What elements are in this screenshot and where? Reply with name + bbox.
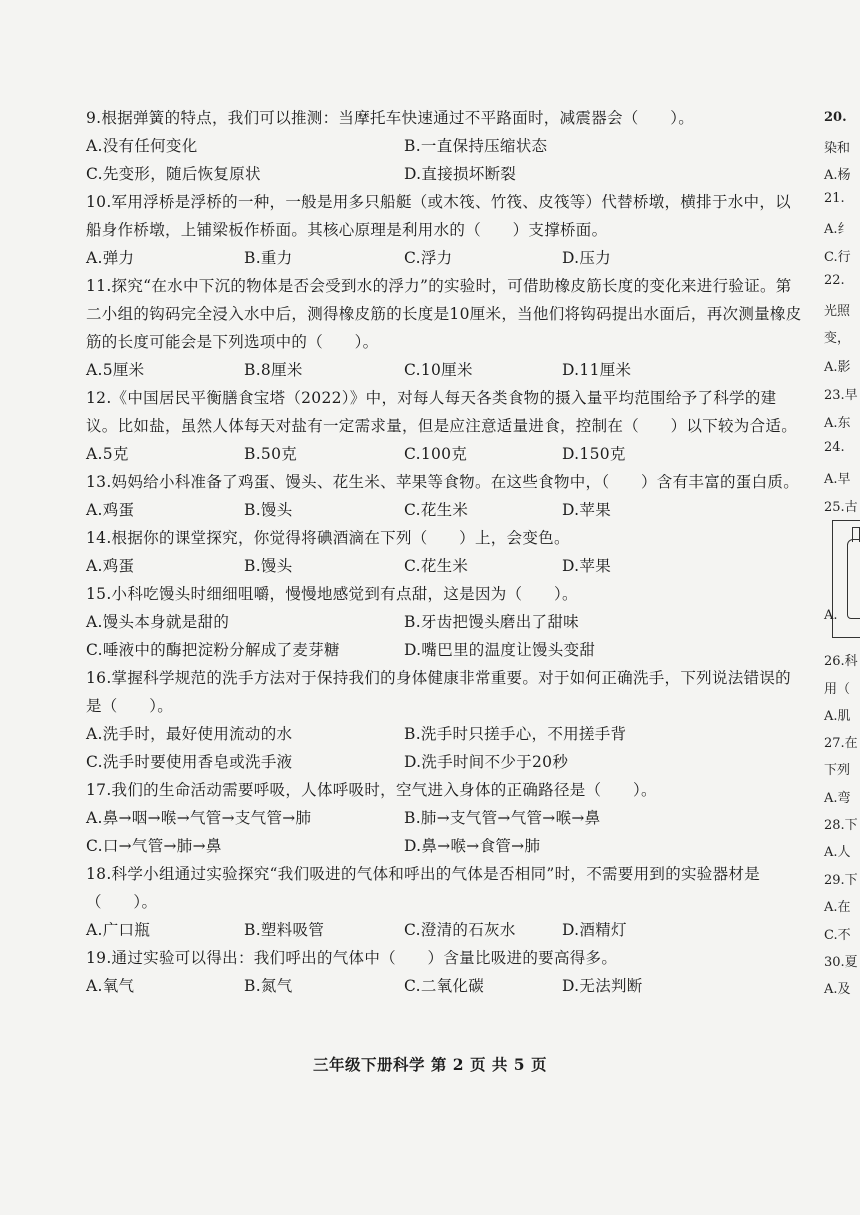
question-15	[86, 580, 806, 664]
question-stem: 18.科学小组通过实验探究“我们吸进的气体和呼出的气体是否相同”时，不需要用到的实验器材是（ ）。	[86, 865, 761, 911]
options-row	[86, 636, 806, 664]
question-stem: 11.探究“在水中下沉的物体是否会受到水的浮力”的实验时，可借助橡皮筋长度的变化来进行验证。第二小组的钩码完全浸入水中后，测得橡皮筋的长度是10厘米，当他们将钩码提出水面后，再次测量橡皮筋的长度可能会是下列选项中的（ ）。	[86, 277, 802, 351]
option-a: A.广口瓶	[86, 921, 151, 939]
option-b: B.50克	[244, 445, 298, 463]
question-stem: 19.通过实验可以得出：我们呼出的气体中（ ）含量比吸进的要高得多。	[86, 949, 618, 967]
option-a: A.没有任何变化	[86, 137, 198, 155]
side-text: A.	[824, 608, 838, 623]
option-d: D.直接损坏断裂	[404, 165, 517, 183]
option-d: D.苹果	[562, 557, 612, 575]
option-d: D.洗手时间不少于20秒	[404, 753, 569, 771]
side-text: 28.下	[824, 818, 858, 833]
side-text: A.人	[824, 845, 851, 860]
adjacent-page-fragment	[822, 0, 860, 1215]
option-a: A.弹力	[86, 249, 135, 267]
option-c: C.二氧化碳	[404, 977, 485, 995]
side-text: 30.夏	[824, 955, 858, 970]
side-text: A.东	[824, 416, 851, 431]
question-stem: 15.小科吃馒头时细细咀嚼，慢慢地感觉到有点甜，这是因为（ ）。	[86, 585, 578, 603]
options-row	[86, 160, 806, 188]
side-text: 染和	[824, 141, 851, 156]
options-row	[86, 440, 806, 468]
side-text: 29.下	[824, 873, 858, 888]
side-text: C.行	[824, 250, 851, 265]
option-b: B.馒头	[244, 501, 293, 519]
side-text: 用（	[824, 682, 851, 697]
option-c: C.花生米	[404, 501, 469, 519]
question-10	[86, 188, 806, 272]
question-stem: 16.掌握科学规范的洗手方法对于保持我们的身体健康非常重要。对于如何正确洗手，下列说法错误的是（ ）。	[86, 669, 791, 715]
bottle-icon	[847, 539, 860, 619]
option-d: D.嘴巴里的温度让馒头变甜	[404, 641, 596, 659]
option-b: B.塑料吸管	[244, 921, 325, 939]
question-column	[86, 104, 806, 1000]
side-text: 27.在	[824, 736, 858, 751]
options-row	[86, 748, 806, 776]
question-stem: 10.军用浮桥是浮桥的一种，一般是用多只船艇（或木筏、竹筏、皮筏等）代替桥墩，横排于水中，以船身作桥墩，上铺梁板作桥面。其核心原理是利用水的（ ）支撑桥面。	[86, 193, 791, 239]
options-row	[86, 804, 806, 832]
question-19	[86, 944, 806, 1000]
options-row	[86, 608, 806, 636]
side-text: A.纟	[824, 222, 851, 237]
option-d: D.11厘米	[562, 361, 632, 379]
option-c: C.唾液中的酶把淀粉分解成了麦芽糖	[86, 641, 340, 659]
option-c: C.花生米	[404, 557, 469, 575]
question-18	[86, 860, 806, 944]
options-row	[86, 132, 806, 160]
option-b: B.洗手时只搓手心，不用搓手背	[404, 725, 627, 743]
option-d: D.苹果	[562, 501, 612, 519]
option-a: A.洗手时，最好使用流动的水	[86, 725, 293, 743]
options-row	[86, 916, 806, 944]
question-16	[86, 664, 806, 776]
question-9	[86, 104, 806, 188]
option-a: A.馒头本身就是甜的	[86, 613, 230, 631]
options-row	[86, 552, 806, 580]
question-stem: 9.根据弹簧的特点，我们可以推测：当摩托车快速通过不平路面时，减震器会（ ）。	[86, 109, 695, 127]
question-11	[86, 272, 806, 384]
option-a: A.鸡蛋	[86, 557, 135, 575]
option-c: C.浮力	[404, 249, 453, 267]
option-c: C.澄清的石灰水	[404, 921, 516, 939]
options-row	[86, 356, 806, 384]
option-b: B.8厘米	[244, 361, 303, 379]
option-a: A.氧气	[86, 977, 135, 995]
side-text: A.早	[824, 472, 851, 487]
options-row	[86, 720, 806, 748]
option-d: D.鼻→喉→食管→肺	[404, 837, 541, 855]
side-text: A.影	[824, 360, 851, 375]
side-text: 25.古	[824, 500, 858, 515]
option-a: A.鼻→咽→喉→气管→支气管→肺	[86, 809, 312, 827]
option-b: B.牙齿把馒头磨出了甜味	[404, 613, 579, 631]
options-row	[86, 832, 806, 860]
side-text: A.在	[824, 900, 851, 915]
option-d: D.酒精灯	[562, 921, 627, 939]
options-row	[86, 972, 806, 1000]
side-text: 变，	[824, 331, 851, 346]
option-d: D.150克	[562, 445, 626, 463]
option-c: C.100克	[404, 445, 468, 463]
side-text: 26.科	[824, 654, 858, 669]
option-a: A.5克	[86, 445, 129, 463]
question-stem: 14.根据你的课堂探究，你觉得将碘酒滴在下列（ ）上，会变色。	[86, 529, 570, 547]
page-footer: 三年级下册科学 第 2 页 共 5 页	[313, 1055, 547, 1074]
option-b: B.重力	[244, 249, 293, 267]
option-c: C.先变形，随后恢复原状	[86, 165, 261, 183]
option-c: C.洗手时要使用香皂或洗手液	[86, 753, 293, 771]
side-text: 下列	[824, 763, 851, 778]
question-17	[86, 776, 806, 860]
side-text: 22.	[824, 273, 845, 288]
side-text: A.杨	[824, 168, 851, 183]
side-text: C.不	[824, 928, 851, 943]
side-text: 23.早	[824, 388, 858, 403]
side-text: 21.	[824, 191, 845, 206]
option-a: A.鸡蛋	[86, 501, 135, 519]
side-text: A.及	[824, 982, 851, 997]
side-text: 20.	[824, 110, 847, 125]
option-b: B.馒头	[244, 557, 293, 575]
side-text: A.肌	[824, 709, 851, 724]
option-b: B.一直保持压缩状态	[404, 137, 548, 155]
option-b: B.肺→支气管→气管→喉→鼻	[404, 809, 601, 827]
option-d: D.无法判断	[562, 977, 643, 995]
option-b: B.氮气	[244, 977, 293, 995]
question-13	[86, 468, 806, 524]
option-d: D.压力	[562, 249, 612, 267]
options-row	[86, 496, 806, 524]
option-c: C.10厘米	[404, 361, 473, 379]
side-text: 光照	[824, 304, 851, 319]
option-a: A.5厘米	[86, 361, 145, 379]
option-c: C.口→气管→肺→鼻	[86, 837, 222, 855]
question-stem: 13.妈妈给小科准备了鸡蛋、馒头、花生米、苹果等食物。在这些食物中，（ ）含有丰富的蛋白质。	[86, 473, 800, 491]
question-stem: 17.我们的生命活动需要呼吸，人体呼吸时，空气进入身体的正确路径是（ ）。	[86, 781, 657, 799]
side-text: 24.	[824, 440, 845, 455]
side-text: A.弯	[824, 791, 851, 806]
question-14	[86, 524, 806, 580]
question-stem: 12.《中国居民平衡膳食宝塔（2022）》中，对每人每天各类食物的摄入量平均范围给予了科学的建议。比如盐，虽然人体每天对盐有一定需求量，但是应注意适量进食，控制在（ ）以下较为合适。	[86, 389, 798, 435]
question-12	[86, 384, 806, 468]
options-row	[86, 244, 806, 272]
